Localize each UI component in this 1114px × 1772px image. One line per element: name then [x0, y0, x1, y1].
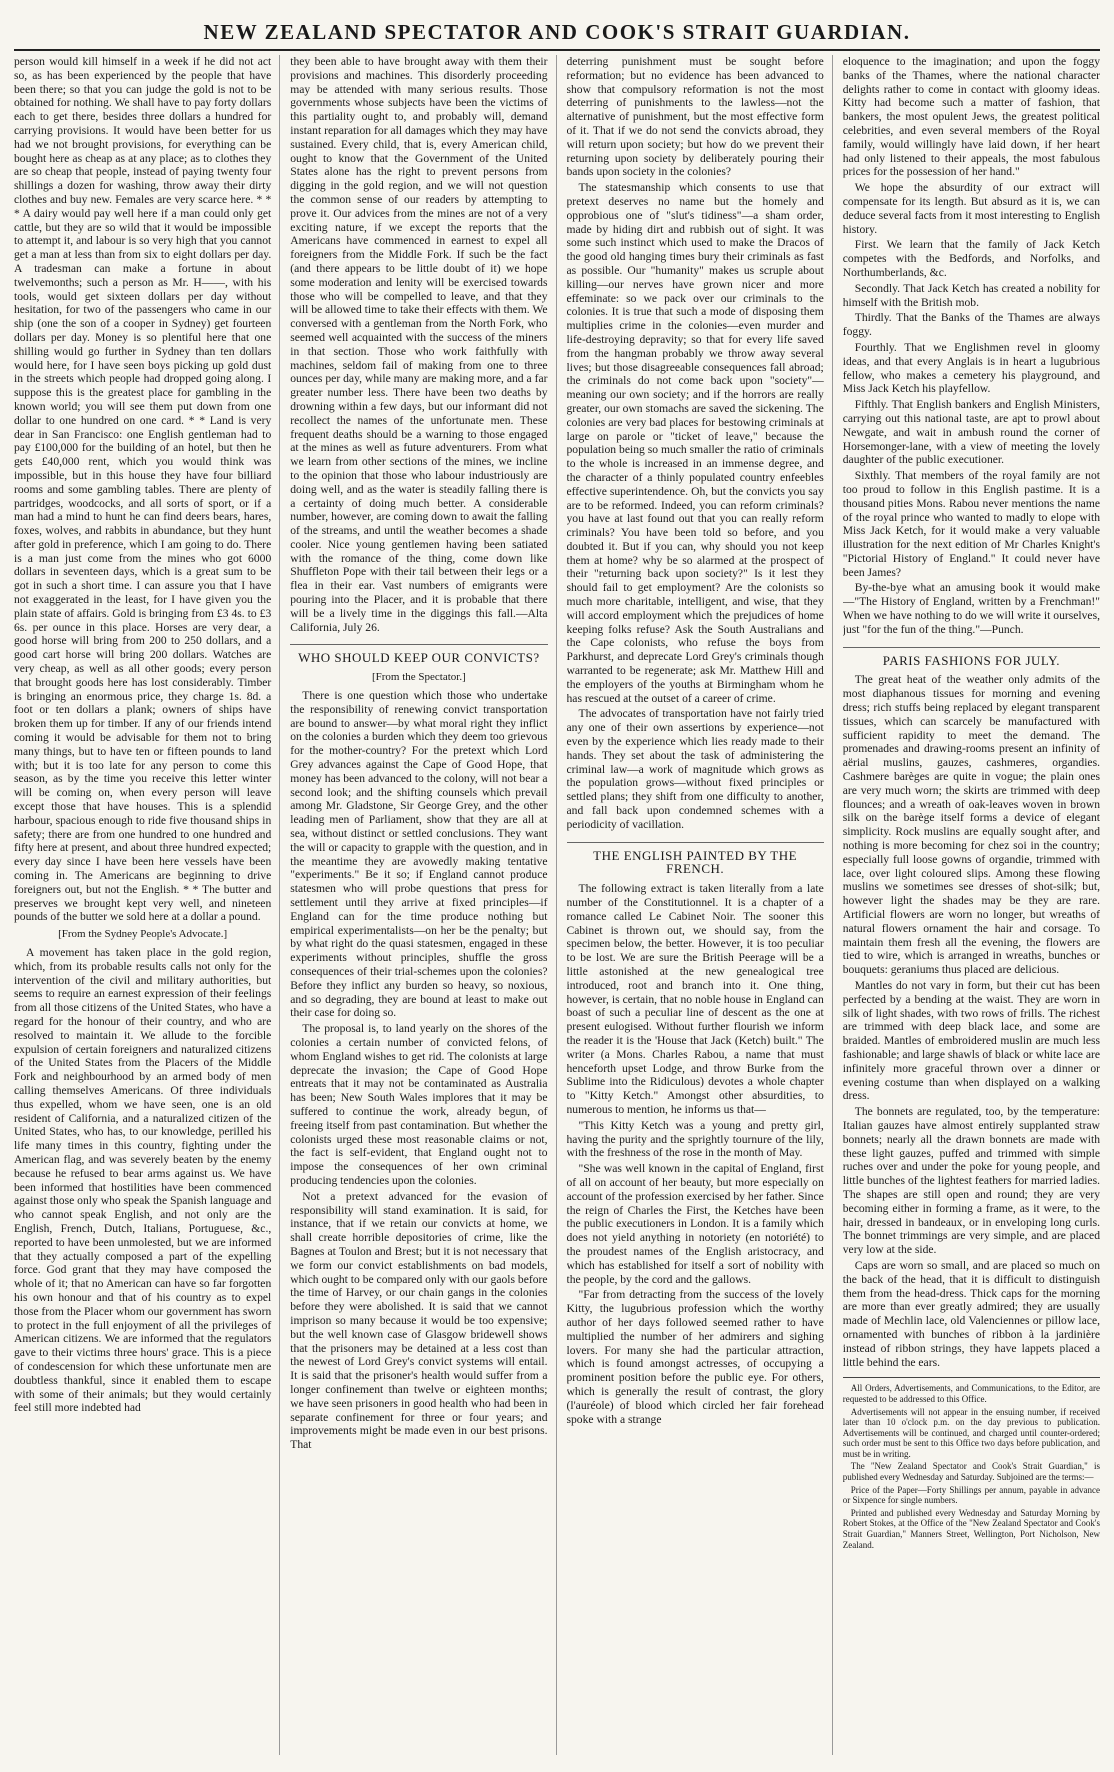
paragraph: Mantles do not vary in form, but their cut has been perfected by a bending at the waist. They are worn in silk of light shades, with two rows of frills. The richest are trimmed with deep black lace, and some are braided. Mantles of embroidered muslin are much less fashionable; and large shawls of black or white lace are infinitely more graceful thrown over a dinner or evening costume than when displayed on a walking dress. [842, 979, 1100, 1103]
imprint-line: The "New Zealand Spectator and Cook's Strait Guardian," is published every Wednesday and Saturday. Subjoined are the terms:— [842, 1461, 1100, 1483]
paragraph: The statesmanship which consents to use that pretext deserves no name but the homely and opprobious one of "slut's tidiness"—a sham order, made by hiding dirt and rubbish out of sight. It was some such instinct which used to make the Dracos of the good old hanging times bury their criminals as fast as possible. Our "humanity" makes us scruple about killing—our nerves have grown nicer and more effeminate: so we pack over our criminals to the colonies. It is true that such a mode of disposing them multiplies crime in the colonies—even murder and life-destroying depravity; so that for every life saved from the hangman probably we throw away several lives; but those disagreeable consequences fall abroad; the criminals do not come back upon "society"—meaning our own society; and if the horrors are really greater, our own stomachs are saved the sickening. The colonies are very bad places for bestowing criminals at large on parole or "ticket of leave," because the population being so much smaller the ratio of criminals to the whole is increased in an immense degree, and the character of a thinly populated country enfeebles effective superintendence. Oh, but the convicts you say are to be reformed. Indeed, you can reform criminals? you have at last found out that you can really reform criminals? You have been told so before, and you doubted it. But if you can, why should you not keep them at home? why be so alarmed at the prospect of their "returning back upon society?" Is it lest they should fail to get employment? Are the colonists so much more charitable, intelligent, and wise, that they will accord employment which the prejudices of home keeping folks refuse? Ask the South Australians and the Cape colonists, who refuse the boys from Parkhurst, and deprecate Lord Grey's criminals though warranted to be regenerate; ask Mr. Matthew Hill and the employers of the youths at Birmingham whom he has rescued at the outset of a career of crime. [566, 181, 824, 705]
column-3 [567, 55, 833, 1755]
paragraph: The great heat of the weather only admits of the most diaphanous tissues for morning and evening dress; rich stuffs being replaced by elegant transparent tissues, which can scarcely be manufactured with sufficient rapidity to meet the demand. The promenades and drawing-rooms present an infinity of aërial muslins, gauzes, cashmeres, organdies. Cashmere barèges are quite in vogue; the plain ones are very much worn; the skirts are trimmed with deep flounces; and a wreath of oak-leaves woven in brown silk on the barège itself forms a device of elegant simplicity. Rock muslins are equally sought after, and nothing is more becoming for chez soi in the country; especially full loose gowns of organdie, trimmed with lace, over light coloured slips. Among these flowing muslins we sometimes see dresses of shot-silk; but, however light the shades may be they are rare. Artificial flowers are worn no longer, but wreaths of natural flowers ornament the hair and corsage. To maintain them fresh all the evening, the flowers are tied to wire, which is arranged in wreaths, bunches or bouquets: geraniums thus placed are delicious. [842, 673, 1100, 977]
article-heading: WHO SHOULD KEEP OUR CONVICTS? [290, 644, 547, 665]
paragraph: The bonnets are regulated, too, by the temperature: Italian gauzes have almost entirely supplanted straw bonnets; nearly all the drawn bonnets are made with these light gauzes, puffed and trimmed with simple ruches over and under the poke for young people, and little bunches of the lightest feathers for married ladies. The shapes are still open and round; they are very becoming either in forming a frame, as it were, to the hair, dressed in bandeaux, or in enveloping long curls. The bonnet trimmings are very simple, and are placed very low at the side. [842, 1105, 1100, 1257]
paragraph: Fifthly. That English bankers and English Ministers, carrying out this national taste, are apt to prowl about Newgate, and wait in ambush round the corner of Horsemonger-lane, with a view of meeting the lovely daughter of the public executioner. [842, 398, 1100, 467]
paragraph: "Far from detracting from the success of the lovely Kitty, the lugubrious profession which the worthy author of her days followed seemed rather to have multiplied the number of her admirers and sighing lovers. For many she had the particular attraction, which is found amongst actresses, of occupying a prominent position before the public eye. For others, which is generally the result of contrast, the glory (l'auréole) of blood which circled her fair forehead spoke with a strange [566, 1288, 824, 1426]
paragraph: The proposal is, to land yearly on the shores of the colonies a certain number of convicted felons, of whom England wishes to get rid. The colonists at large deprecate the invasion; the Cape of Good Hope entreats that it may not be contaminated as Australia has been; New South Wales implores that it may be suffered to continue the work, already begun, of freeing itself from past contamination. But whether the colonists urged these most reasonable claims or not, the fact is self-evident, that England ought not to impose the consequences of her own criminal producing tendencies upon the colonies. [290, 1022, 548, 1187]
article-heading: THE ENGLISH PAINTED BY THE FRENCH. [567, 842, 824, 877]
masthead: NEW ZEALAND SPECTATOR AND COOK'S STRAIT GUARDIAN. [14, 14, 1100, 51]
paragraph: There is one question which those who undertake the responsibility of renewing convict transportation are bound to answer—by what moral right they inflict on the colonies a burden which they deem too grievous for the mother-country? For the pretext which Lord Grey advances against the Cape of Good Hope, that money has been advanced to the colony, will not bear a second look; and the shifting counsels which prevail among Mr. Gladstone, Sir George Grey, and the other leading men of Parliament, show that they are all at sea, without distinct or settled conclusions. They want the will or capacity to grapple with the question, and in the meantime they are avowedly making tentative "experiments." Be it so; if England cannot produce statesmen who will probe questions that press for settlement until they arrive at fixed principles—if England can for the time produce nothing but empirical experimentalists—on her be the penalty; but by what right do the quasi statesmen, engaged in these experiments without principles, shuffle the gross consequences of their trial-schemes upon the colonies? Before they inflict any burden so heavy, so noxious, and so degrading, they are bound at least to make out their case for doing so. [290, 689, 548, 1020]
paragraph: "This Kitty Ketch was a young and pretty girl, having the purity and the sprightly tournure of the lily, with the freshness of the rose in the month of May. [566, 1118, 824, 1160]
imprint-line: Advertisements will not appear in the ensuing number, if received later than 10 o'clock p.m. on the day previous to publication. Advertisements will be continued, and charged until counter-ordered; such order must be sent to this Office two days before publication, and must be in writing. [842, 1406, 1100, 1459]
paragraph: they been able to have brought away with them their provisions and machines. This disorderly proceeding may be attended with many serious results. Those governments whose subjects have been the victims of this partiality ought to, and probably will, demand instant reparation for all damages which they may have sustained. Every child, that is, every American child, ought to know that the Government of the United States alone has the right to prevent persons from digging in the gold region, and we will not question the common sense of our readers by attempting to prove it. Our advices from the mines are not of a very exciting nature, if we except the reports that the Americans have commenced in earnest to expel all foreigners from the Middle Fork. If such be the fact (and there appears to be little doubt of it) we hope some moderation and lenity will be exercised towards those who will be compelled to leave, and that they will be allowed time to take their effects with them. We conversed with a gentleman from the North Fork, who seemed well acquainted with the success of the miners in that section. Those who work faithfully with machines, seldom fail of making from one to three ounces per day, while many are making more, and a far greater number less. There have been two deaths by drowning within a few days, but our informant did not recollect the names of the unfortunate men. These frequent deaths should be a warning to those engaged at the mines as well as future adventurers. From what we learn from other sections of the mines, we incline to the opinion that those who labour industriously are doing well, and as the water is steadily falling there is a certainty of doing much better. A considerable number, however, are coming down to await the falling of the streams, and until the weather becomes a shade cooler. Nice young gentlemen having been satiated with the romance of the thing, come down like Shuffleton Pope with their tail between their legs or a flea in their ear. Vast numbers of emigrants were pouring into the Placer, and it is probable that there will be a lively time in the diggings this fall.—Alta California, July 26. [290, 55, 548, 634]
paragraph: Thirdly. That the Banks of the Thames are always foggy. [842, 311, 1100, 339]
paragraph: Sixthly. That members of the royal family are not too proud to follow in this English pastime. It is a thousand pities Mons. Rabou never mentions the name of the royal prince who wanted to madly to elope with Miss Jack Ketch, for it would make a very valuable illustration for the next edition of Mr Charles Knight's "Pictorial History of England." It could never have been James? [842, 469, 1100, 579]
column-4 [843, 55, 1100, 1755]
paragraph: The following extract is taken literally from a late number of the Constitutionnel. It is a chapter of a romance called Le Cabinet Noir. The sooner this Cabinet is thrown out, we should say, from the specimen below, the better. However, it is too peculiar to be lost. We are sure the British Peerage will be a little astonished at the new genealogical tree introduced, root and branch into it. One thing, however, is certain, that no noble house in England can boast of such a peculiar line of descent as the one at present eulogised. Without further flourish we inform the reader it is the 'House that Jack (Ketch) built." The writer (a Mons. Charles Rabou, a name that must henceforth upset Lodge, and throw Burke from the Sublime into the Ridiculous) devotes a whole chapter to "Kitty Ketch." Amongst other absurdities, to numerous to mention, he informs us that— [566, 882, 824, 1116]
paragraph: First. We learn that the family of Jack Ketch competes with the Bedfords, and Norfolks, and Northumberlands, &c. [842, 238, 1100, 279]
columns [14, 55, 1100, 1755]
paragraph: person would kill himself in a week if he did not act so, as has been experienced by the people that have been there; so that you can judge the gold is not to be obtained for nothing. We shall have to pay forty dollars each to get there, besides three dollars a hundred for carrying provisions. It would have been better for us had we not brought provisions, for everything can be bought here as cheap as at any place; as to clothes they are so cheap that people, instead of paying twenty four shillings a dozen for washing, throw away their dirty clothes and buy new. Females are very scarce here. * * * A dairy would pay well here if a man could only get cattle, but they are so wild that it would be impossible to attempt it, and labour is so very high that you cannot get a man at less than from six to eight dollars per day. A tradesman can make a fortune in about twelvemonths; such a person as Mr. H——, with his tools, would get sixteen dollars per day without hesitation, for two of the passengers who came in our ship (one the son of a cooper in Sydney) get fourteen dollars per day. Money is so plentiful here that one shilling would go further in Sydney than ten dollars would here, for I have seen boys picking up gold dust in the streets which people had dropped going along. I suppose this is the greatest place for gambling in the known world; you will see them put down from one dollar to one hundred on one card. * * Land is very dear in San Francisco: one English gentleman had to pay £100,000 for the building of an hotel, but then he gets £40,000 rent, which you would think was impossible, but in this house they have four billiard rooms and some gambling tables. There are plenty of partridges, woodcocks, and all sorts of sport, or if a man had a mind to hunt he can find deers bears, hares, foxes, wolves, and rabbits in abundance, but they hunt after gold in preference, which I am going to do. There is a man just come from the mines who got 6000 dollars in seventeen days, which is a great sum to be got in such a short time. I can assure you that I have not exaggerated in the least, for I have given you the plain state of affairs. Gold is bringing from £3 4s. to £3 6s. per ounce in this place. Horses are very dear, a good horse will bring from 200 to 250 dollars, and a good cart horse will bring 200 dollars. Watches are very cheap, as well as all other goods; every person that brought goods here has lost considerably. Timber is bringing an enormous price, they charge 1s. 8d. a foot or ten dollars a plank; owners of ships have broken them up for timber. If any of our friends intend coming it would be advisable for them not to bring many things, but to have ten or fifteen pounds to land with; but it is too late for any person to come this season, as by the time you receive this letter winter will be coming on, when every person will leave except those that have houses. This is a splendid harbour, spacious enough to ride five thousand ships in safety; there are from one hundred to one hundred and fifty here at present, and about three hundred expected; every day since I have been here vessels have been coming in. The Americans are beginning to drive foreigners out, but not the English. * * The butter and preserves we brought kept very well, and nineteen pounds of the butter we sold here at a dollar a pound. [14, 55, 272, 924]
paragraph: Not a pretext advanced for the evasion of responsibility will stand examination. It is said, for instance, that if we retain our convicts at home, we shall create horrible depositories of crime, like the Bagnes at Toulon and Brest; but it is not necessary that we form our convict establishments on bad models, which ought to be compared only with our gaols before the time of Harvey, or our chain gangs in the colonies before they were abolished. It is said that we cannot imprison so many because it would be too expensive; but the well known case of Glasgow bridewell shows that the prisoners may be detained at a less cost than the newest of Lord Grey's convict systems will entail. It is said that the prisoner's health would suffer from a longer confinement than twelve or eighteen months; we have seen prisoners in good health who had been in separate confinement for three or four years; and improvements might be made even in our best prisons. That [290, 1189, 548, 1452]
article-heading: PARIS FASHIONS FOR JULY. [843, 647, 1100, 668]
imprint-line: Price of the Paper—Forty Shillings per annum, payable in advance or Sixpence for single numbers. [842, 1484, 1100, 1506]
paragraph: A movement has taken place in the gold region, which, from its probable results calls not only for the intervention of the civil and military authorities, but seems to require an earnest expression of their feelings from all those citizens of the United States, who have a regard for the honour of their country, and who are resolved to maintain it. We allude to the forcible expulsion of certain foreigners and naturalized citizens of the United States from the Placers of the Middle Fork and neighbourhood by an armed body of men calling themselves Americans. Of three individuals thus expelled, whom we have seen, one is an old resident of California, and a naturalized citizen of the United States, who has, to our knowledge, perilled his life many times in this country, fighting under the American flag, and was severely beaten by the enemy because he refused to bear arms against us. We have been informed that hostilities have been commenced against those only who speak the Spanish language and who cannot speak English, and not only are the English, French, Dutch, Italians, Portuguese, &c., reported to have been unmolested, but we are informed that they actually composed a part of the expelling force. God grant that they may have composed the whole of it; that no American can have so far forgotten his own honour and that of his country as to expel those from the Placer whom our government has sworn to protect in the full enjoyment of all the privileges of American citizens. We are informed that the regulators gave to their victims three hours' grace. This is a piece of condescension for which these unfortunate men are doubtless thankful, since it enabled them to escape with some of their animals; but they would certainly feel still more indebted had [14, 946, 272, 1415]
publisher-imprint [843, 1377, 1100, 1550]
paragraph: deterring punishment must be sought before reformation; but no evidence has been advanced to show that compulsory reformation is not the most deterring of punishments to the lawless—not the alternative of punishment, but the most effective form of it. That if we do not send the convicts abroad, they will return upon society; but how do we prevent their returning upon society by deliberately pouring their bands upon society in the colonies? [566, 55, 824, 179]
paragraph: By-the-bye what an amusing book it would make—"The History of England, written by a Frenchman!" When we have nothing to do we will write it ourselves, just "for the fun of the thing."—Punch. [842, 581, 1100, 636]
paragraph: We hope the absurdity of our extract will compensate for its length. But absurd as it is, we can deduce several facts from it most interesting to English history. [842, 181, 1100, 236]
paragraph: Secondly. That Jack Ketch has created a nobility for himself with the British mob. [842, 281, 1100, 309]
paragraph: Fourthly. That we Englishmen revel in gloomy ideas, and that every Anglais is in heart a lugubrious fellow, who makes a cemetery his playground, and Miss Jack Ketch his playfellow. [842, 340, 1100, 396]
column-1 [14, 55, 280, 1755]
imprint-line: Printed and published every Wednesday and Saturday Morning by Robert Stokes, at the Office of the "New Zealand Spectator and Cook's Strait Guardian," Manners Street, Wellington, Port Nicholson, New Zealand. [842, 1507, 1100, 1550]
imprint-line: All Orders, Advertisements, and Communications, to the Editor, are requested to be addressed to this Office. [842, 1383, 1100, 1404]
paragraph: "She was well known in the capital of England, first of all on account of her beauty, but more especially on account of the profession exercised by her father. Since the reign of Charles the First, the Ketches have been the public executioners in London. It is a family which does not yield anything in notoriety (en notoriété) to the proudest names of the English aristocracy, and which has established for itself a sort of nobility with the people, by the cord and the gallows. [566, 1162, 824, 1286]
source-line: [From the Sydney People's Advocate.] [58, 928, 228, 941]
newspaper-page [14, 14, 1100, 1758]
paragraph: The advocates of transportation have not fairly tried any one of their own assertions by experience—not even by the experience which lies ready made to their hands. They set about the task of administering the criminal law—a work of magnitude which grows as the population grows—without fixed principles or settled plans; they shift from one difficulty to another, and fall back upon condemned schemes with a periodicity of vacillation. [566, 707, 824, 831]
paragraph: Caps are worn so small, and are placed so much on the back of the head, that it is difficult to distinguish them from the head-dress. Thick caps for the morning are more than ever greatly admired; they are usually made of Mechlin lace, old Valenciennes or pillow lace, ornamented with bunches of ribbon à la jardinière instead of ribbon strings, they have lappets placed a little behind the ears. [842, 1258, 1100, 1369]
column-2 [290, 55, 556, 1755]
source-line: [From the Spectator.] [371, 671, 466, 684]
paragraph: eloquence to the imagination; and upon the foggy banks of the Thames, where the national character delights rather to come in contact with gloomy ideas. Kitty had become such a matter of fashion, that bankers, the most opulent Jews, the greatest political celebrities, and even several members of the Royal family, would willingly have laid down, if her heart had only listened to their appeals, the most fabulous prices for the possession of her hand." [842, 55, 1100, 179]
